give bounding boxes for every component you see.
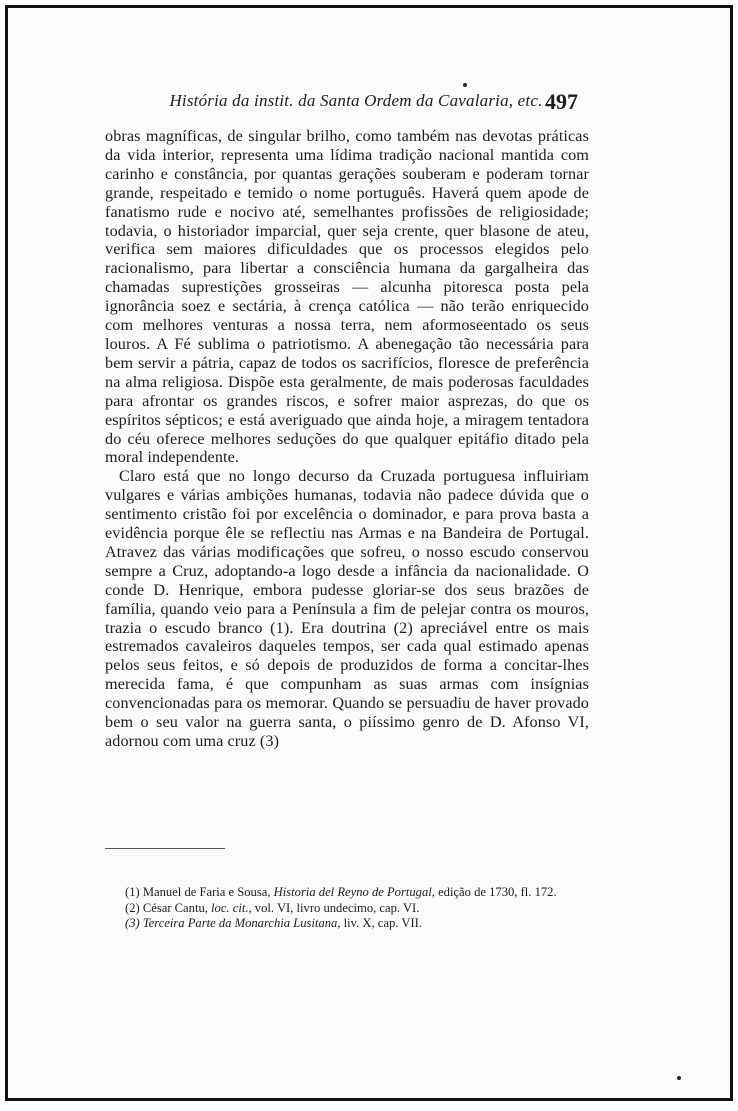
paragraph-claro-esta: Claro está que no longo decurso da Cruzada portuguesa influiriam vulgares e várias ambições humanas, todavia não padece dúvida que o sentimento cristão foi por excelência o dominador, e para prova basta a evidência porque êle se reflectiu nas Armas e na Bandeira de Portugal. Atravez das várias modificações que sofreu, o nosso escudo conservou sempre a Cruz, adoptando-a logo desde a infância da nacionalidade. O conde D. Henrique, embora pudesse gloriar-se dos seus brazões de família, quando veio para a Península a fim de pelejar contra os mouros, trazia o escudo branco (1). Era doutrina (2) apreciável entre os mais estremados cavaleiros daqueles tempos, ser cada qual estimado apenas pelos seus feitos, e só depois de produzidos de forma a concitar-lhes merecida fama, é que compunham as suas armas com insígnias convencionadas para os memorar. Quando se persuadiu de haver provado bem o seu valor na guerra santa, o piíssimo genro de D. Afonso VI, adornou com uma cruz (3) [105,467,589,750]
footnote-separator [105,848,225,849]
footnote-2: (2) César Cantu, loc. cit., vol. VI, livro undecimo, cap. VI. [125,900,420,915]
main-text [105,127,589,751]
page-number: 497 [545,89,578,114]
footnote-3: (3) Terceira Parte da Monarchia Lusitana, liv. X, cap. VII. [125,916,422,930]
ink-speck [463,83,467,87]
footnote-1: (1) Manuel de Faria e Sousa, Historia del Reyno de Portugal, edição de 1730, fl. 172. [125,885,557,899]
paragraph-continued: obras magníficas, de singular brilho, como também nas devotas práticas da vida interior, representa uma lídima tradição nacional mantida com carinho e constância, por quantas gerações souberam e poderam tornar grande, respeitado e temido o nome português. Haverá quem apode de fanatismo rude e nocivo até, semelhantes profissões de religiosidade; todavia, o historiador imparcial, quer seja crente, quer blasone de ateu, verifica sem maiores dificuldades que os processos elegidos pelo racionalismo, para libertar a consciência humana da gargalheira das chamadas suprestições grosseiras — alcunha pitoresca posta pela ignorância soez e sectária, à crença católica — não terão enriquecido com melhores venturas a nossa terra, nem aformoseentado os seus louros. A Fé sublima o patriotismo. A abenegação tão necessária para bem servir a pátria, capaz de todos os sacrifícios, floresce de preferência na alma religiosa. Dispõe esta geralmente, de mais poderosas faculdades para afrontar os grandes riscos, e sofrer maior asprezas, do que os espíritos sépticos; e está averiguado que ainda hoje, a miragem tentadora do céu oferece melhores seduções do que qualquer epitáfio ditado pela moral independente. [105,127,589,467]
ink-speck [677,1076,681,1080]
book-page [5,5,733,1101]
footnotes [105,885,589,932]
running-header: História da instit. da Santa Ordem da Cavalaria, etc. [169,91,543,110]
